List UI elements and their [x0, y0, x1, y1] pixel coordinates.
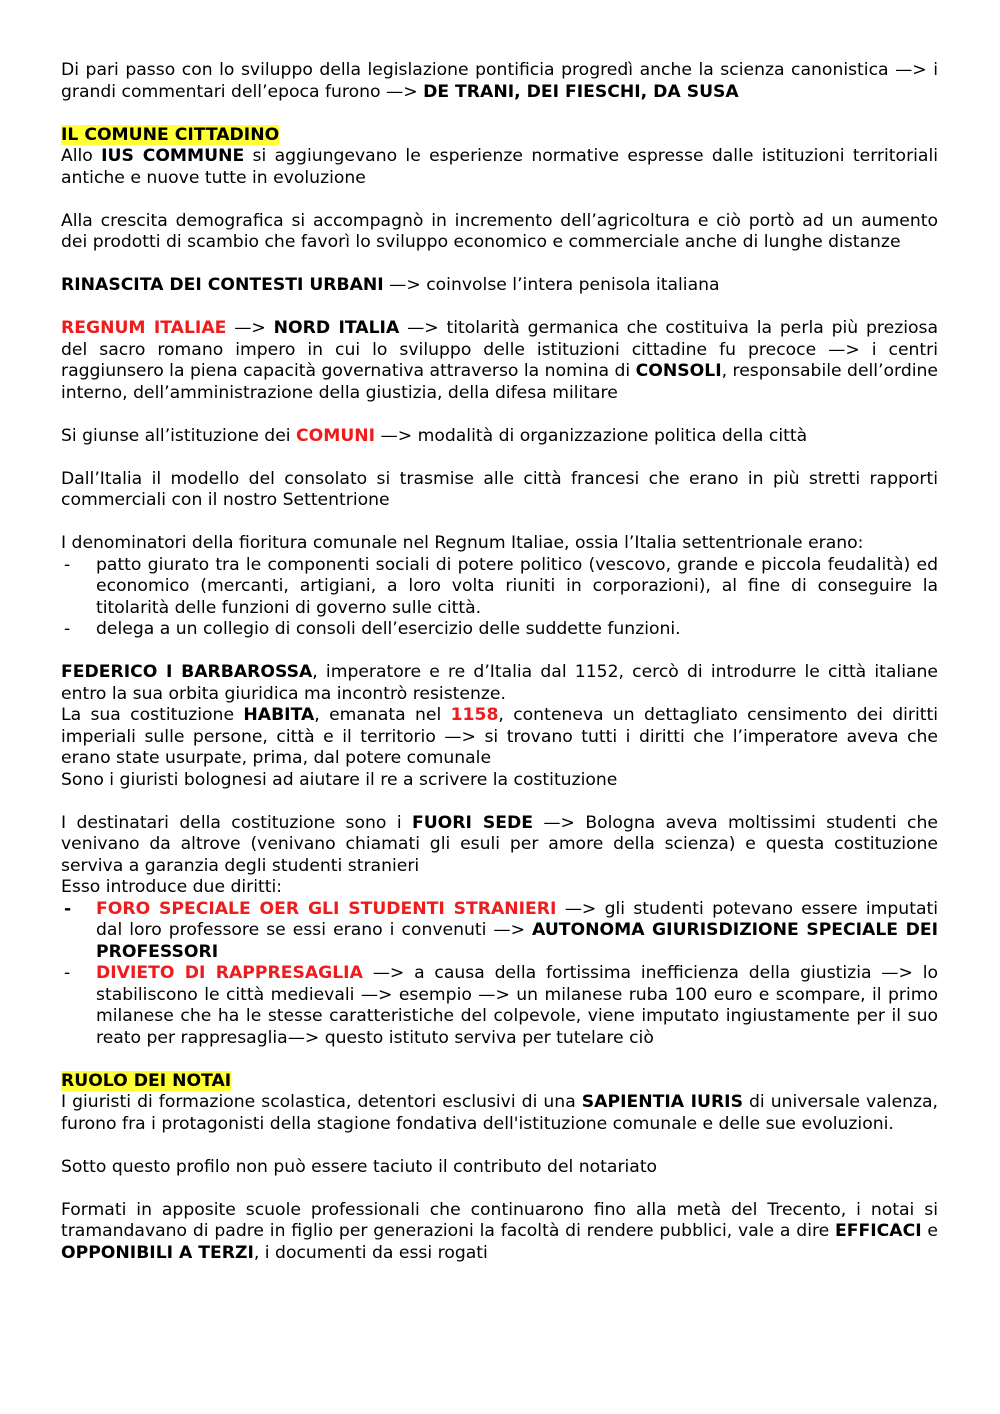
bold-text: HABITA: [243, 705, 315, 725]
text: , imperatore e re d’Italia dal 1152, cercò di introdurre le città italiane entro la sua orbita giuridica ma incontrò resistenze.: [61, 662, 938, 704]
bold-text: FEDERICO I BARBAROSSA: [61, 662, 313, 682]
list-dash: -: [64, 963, 71, 983]
paragraph-crescita: Alla crescita demografica si accompagnò in incremento dell’agricoltura e ciò portò ad un aumento dei prodotti di scambio che favorì lo sviluppo economico e commerciale anche di lunghe distanze: [61, 210, 938, 252]
bold-text: OPPONIBILI A TERZI: [61, 1242, 254, 1263]
text: , emanata nel: [314, 705, 451, 725]
paragraph-comuni: [61, 426, 938, 448]
paragraph-giuristi-bolognesi: Sono i giuristi bolognesi ad aiutare il re a scrivere la costituzione: [61, 769, 618, 790]
paragraph-habita: [61, 705, 938, 770]
text: Formati in apposite scuole professionali che continuarono fino alla metà del Trecento, i notai si tramandavano di padre in figlio per generazioni la facoltà di rendere pubblici, vale a dire: [61, 1199, 938, 1241]
red-text: 1158: [450, 705, 499, 725]
bold-text: RINASCITA DEI CONTESTI URBANI: [61, 275, 384, 295]
text: , i documenti da essi rogati: [253, 1242, 488, 1263]
paragraph-rinascita: [61, 275, 938, 297]
bold-text: DE TRANI, DEI FIESCHI, DA SUSA: [423, 81, 739, 102]
highlighted-heading: IL COMUNE CITTADINO: [61, 124, 280, 145]
list-item: [61, 963, 938, 1049]
text: delega a un collegio di consoli dell’esercizio delle suddette funzioni.: [96, 619, 681, 639]
text: Si giunse all’istituzione dei: [61, 425, 297, 446]
list-item: [61, 555, 938, 620]
bold-text: IUS COMMUNE: [101, 146, 245, 166]
text: La sua costituzione: [61, 705, 244, 725]
bold-text: CONSOLI: [635, 361, 722, 381]
text: di universale valenza, furono fra i protagonisti della stagione fondativa dell'istituzione comunale e delle sue evoluzioni.: [61, 1092, 938, 1134]
text: —> modalità di organizzazione politica della città: [375, 425, 808, 446]
text: Allo: [61, 146, 102, 166]
text: , conteneva un dettagliato censimento dei diritti imperiali sulle persone, città e il territorio —> si trovano tutti i diritti che l’imperatore aveva che erano state usurpate, prima, dal potere comunale: [61, 705, 938, 768]
paragraph-ius-commune: [61, 146, 938, 189]
heading-comune: [61, 125, 938, 147]
paragraph-regnum: [61, 318, 938, 404]
paragraph-notariato: Sotto questo profilo non può essere taciuto il contributo del notariato: [61, 1156, 658, 1177]
text: —> a causa della fortissima inefficienza della giustizia —> lo stabiliscono le città medievali —> esempio —> un milanese ruba 100 euro e scompare, il primo milanese che ha le stesse caratteristiche del colpevole, viene imputato ingiustamente per il suo reato per rappresaglia—> questo istituto serviva per tutelare ciò: [96, 963, 938, 1048]
paragraph-formati: [61, 1200, 938, 1265]
text: —>: [226, 318, 274, 338]
red-text: FORO SPECIALE OER GLI STUDENTI STRANIERI: [96, 898, 557, 919]
paragraph-barbarossa: [61, 662, 938, 705]
red-text: DIVIETO DI RAPPRESAGLIA: [96, 963, 363, 983]
list-dash: -: [64, 554, 71, 575]
paragraph-canonistica: [61, 60, 938, 103]
text: I destinatari della costituzione sono i: [61, 812, 412, 833]
document-page: [61, 60, 938, 1264]
bold-text: NORD ITALIA: [273, 318, 400, 338]
bold-text: FUORI SEDE: [411, 812, 533, 833]
bold-text: AUTONOMA GIURISDIZIONE SPECIALE DEI PROFESSORI: [96, 920, 939, 962]
text: si aggiungevano le esperienze normative espresse dalle istituzioni territoriali antiche e nuove tutte in evoluzione: [61, 146, 938, 188]
heading-notai: [61, 1071, 938, 1093]
text: —> titolarità germanica che costituiva la perla più preziosa del sacro romano impero in cui lo sviluppo delle istituzioni cittadine fu precoce —> i centri raggiunsero la piena capacità governativa attraverso la nomina di: [61, 318, 938, 381]
denominatori-list: [61, 555, 938, 641]
text: patto giurato tra le componenti sociali di potere politico (vescovo, grande e piccola feudalità) ed economico (mercanti, artigiani, a loro volta riuniti in corporazioni), al fine di conseguire la titolarità delle funzioni di governo sulle città.: [96, 554, 938, 618]
paragraph-giuristi: [61, 1092, 938, 1135]
list-item: [61, 899, 938, 964]
text: —> coinvolse l’intera penisola italiana: [383, 275, 720, 295]
text: I giuristi di formazione scolastica, detentori esclusivi di una: [61, 1092, 582, 1112]
paragraph-due-diritti: Esso introduce due diritti:: [61, 877, 283, 897]
highlighted-heading: RUOLO DEI NOTAI: [61, 1070, 232, 1091]
paragraph-destinatari: [61, 813, 938, 878]
list-dash: -: [64, 619, 71, 639]
text: Di pari passo con lo sviluppo della legislazione pontificia progredì anche la scienza canonistica —> i grandi commentari dell’epoca furono —>: [61, 60, 938, 102]
list-dash: -: [64, 898, 72, 919]
red-text: COMUNI: [296, 425, 376, 446]
text: —> gli studenti potevano essere imputati dal loro professore se essi erano i convenuti —>: [96, 898, 938, 940]
bold-text: SAPIENTIA IURIS: [581, 1092, 743, 1112]
list-item: [61, 619, 938, 641]
rights-list: [61, 899, 938, 1050]
text: —> Bologna aveva moltissimi studenti che venivano da altrove (venivano chiamati gli esuli per amore della scienza) e questa costituzione serviva a garanzia degli studenti stranieri: [61, 812, 938, 876]
bold-text: EFFICACI: [835, 1221, 922, 1241]
text: , responsabile dell’ordine interno, dell’amministrazione della giustizia, della difesa militare: [61, 361, 938, 403]
paragraph-denominatori: I denominatori della fioritura comunale nel Regnum Italiae, ossia l’Italia settentrionale erano:: [61, 533, 864, 553]
paragraph-consolato: Dall’Italia il modello del consolato si trasmise alle città francesi che erano in più stretti rapporti commerciali con il nostro Settentrione: [61, 468, 938, 510]
red-text: REGNUM ITALIAE: [61, 318, 227, 338]
text: e: [921, 1221, 938, 1241]
